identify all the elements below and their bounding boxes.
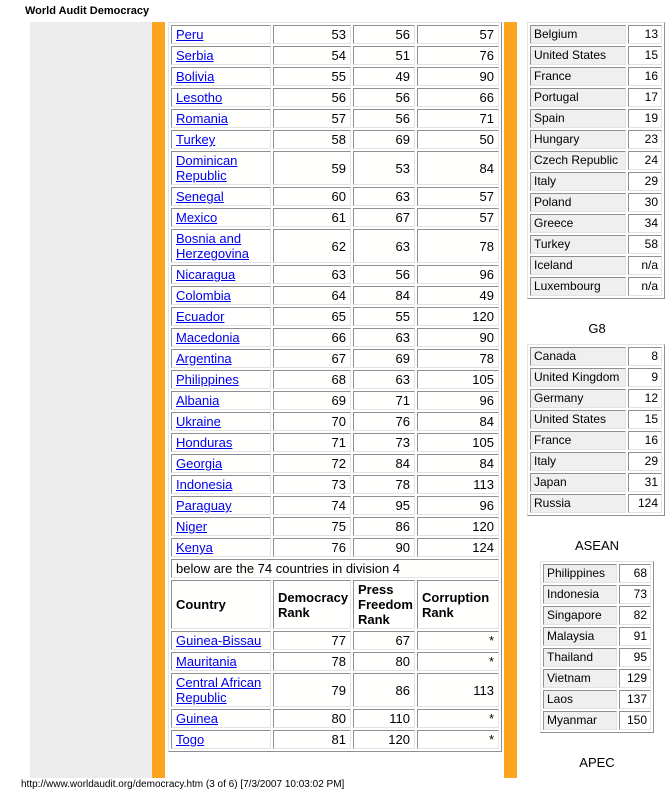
sidebar-row [530,25,662,44]
sidebar-country-cell: France [530,431,626,450]
corruption-rank-cell: 84 [417,151,499,185]
corruption-rank-cell: * [417,730,499,749]
table-row [171,391,499,410]
country-link[interactable]: Indonesia [176,477,233,492]
democracy-rank-cell: 70 [273,412,351,431]
democracy-rank-cell: 59 [273,151,351,185]
democracy-rank-cell: 61 [273,208,351,227]
sidebar-rank-cell: 16 [628,67,662,86]
country-link[interactable]: Guinea [176,711,218,726]
sidebar-row [543,711,651,730]
sidebar-country-cell: United States [530,46,626,65]
democracy-rank-cell: 68 [273,370,351,389]
democracy-rank-cell: 76 [273,538,351,557]
country-cell [171,151,271,185]
left-margin-panel [30,22,152,778]
corruption-rank-cell: 113 [417,673,499,707]
division-note-row [171,559,499,578]
country-link[interactable]: Senegal [176,189,224,204]
sidebar-rank-cell: 8 [628,347,662,366]
press-freedom-rank-cell: 51 [353,46,415,65]
sidebar-rank-cell: 16 [628,431,662,450]
rankings-table [168,22,502,752]
country-link[interactable]: Argentina [176,351,232,366]
sidebar-country-cell: Italy [530,452,626,471]
sidebar-row [530,235,662,254]
table-row [171,328,499,347]
sidebar-country-cell: Vietnam [543,669,617,688]
sidebar-table [527,22,665,299]
democracy-rank-cell: 62 [273,229,351,263]
country-link[interactable]: Kenya [176,540,213,555]
sidebar-row [530,452,662,471]
country-link[interactable]: Nicaragua [176,267,236,282]
sidebar-country-cell: Greece [530,214,626,233]
press-freedom-rank-cell: 56 [353,265,415,284]
sidebar-country-cell: Turkey [530,235,626,254]
table-row [171,631,499,650]
democracy-rank-cell: 63 [273,265,351,284]
press-freedom-rank-cell: 63 [353,229,415,263]
democracy-rank-cell: 65 [273,307,351,326]
sidebar-country-cell: Singapore [543,606,617,625]
democracy-rank-cell: 71 [273,433,351,452]
country-link[interactable]: Mexico [176,210,218,225]
country-cell [171,517,271,536]
corruption-rank-cell: 120 [417,517,499,536]
country-cell [171,538,271,557]
sidebar-country-cell: France [530,67,626,86]
country-cell [171,454,271,473]
press-freedom-rank-cell: 90 [353,538,415,557]
country-link[interactable]: Colombia [176,288,231,303]
corruption-rank-cell: 84 [417,412,499,431]
sidebar-country-cell: Philippines [543,564,617,583]
table-row [171,709,499,728]
sidebar-row [543,564,651,583]
sidebar-rank-cell: 29 [628,452,662,471]
orange-divider-left [152,22,165,778]
table-row [171,412,499,431]
press-freedom-rank-cell: 56 [353,109,415,128]
table-row [171,67,499,86]
country-cell [171,208,271,227]
sidebar-country-cell: Myanmar [543,711,617,730]
corruption-rank-cell: 84 [417,454,499,473]
country-link[interactable]: Georgia [176,456,223,471]
democracy-rank-cell: 57 [273,109,351,128]
country-cell [171,652,271,671]
democracy-rank-cell: 75 [273,517,351,536]
press-freedom-rank-cell: 69 [353,349,415,368]
sidebar-rank-cell: 137 [619,690,651,709]
corruption-rank-cell: 50 [417,130,499,149]
country-link[interactable]: Peru [176,27,204,42]
corruption-rank-cell: 90 [417,67,499,86]
corruption-rank-cell: 90 [417,328,499,347]
table-row [171,130,499,149]
corruption-rank-cell: 96 [417,496,499,515]
orange-divider-right [504,22,517,778]
country-link[interactable]: Niger [176,519,208,534]
table-row [171,307,499,326]
press-freedom-rank-cell: 67 [353,631,415,650]
sidebar-rank-cell: 68 [619,564,651,583]
democracy-rank-cell: 69 [273,391,351,410]
press-freedom-rank-cell: 78 [353,475,415,494]
sidebar-row [530,277,662,296]
column-header-3: Corruption Rank [417,580,499,629]
country-cell [171,109,271,128]
sidebar-country-cell: Italy [530,172,626,191]
corruption-rank-cell: 124 [417,538,499,557]
country-link[interactable]: Dominican Republic [176,153,238,183]
country-link[interactable]: Philippines [176,372,239,387]
press-freedom-rank-cell: 63 [353,370,415,389]
table-row [171,208,499,227]
sidebar-rank-cell: 23 [628,130,662,149]
country-cell [171,496,271,515]
table-row [171,109,499,128]
sidebar-rank-cell: 24 [628,151,662,170]
democracy-rank-cell: 54 [273,46,351,65]
sidebar-heading-apec: APEC [579,755,615,770]
sidebar-country-cell: Poland [530,193,626,212]
country-link[interactable]: Central African Republic [176,675,262,705]
country-cell [171,229,271,263]
democracy-rank-cell: 58 [273,130,351,149]
press-freedom-rank-cell: 110 [353,709,415,728]
sidebar-row [543,648,651,667]
table-row [171,433,499,452]
press-freedom-rank-cell: 63 [353,328,415,347]
sidebar-rank-cell: 73 [619,585,651,604]
table-row [171,151,499,185]
sidebar-rank-cell: 124 [628,494,662,513]
corruption-rank-cell: * [417,652,499,671]
table-row [171,187,499,206]
democracy-rank-cell: 73 [273,475,351,494]
sidebar-row [543,606,651,625]
column-header-0: Country [171,580,271,629]
corruption-rank-cell: * [417,631,499,650]
democracy-rank-cell: 60 [273,187,351,206]
democracy-rank-cell: 72 [273,454,351,473]
sidebar-country-cell: Japan [530,473,626,492]
sidebar-country-cell: Indonesia [543,585,617,604]
press-freedom-rank-cell: 73 [353,433,415,452]
corruption-rank-cell: 105 [417,433,499,452]
sidebar [527,22,667,778]
country-cell [171,730,271,749]
sidebar-row [543,585,651,604]
sidebar-row [530,431,662,450]
democracy-rank-cell: 55 [273,67,351,86]
sidebar-rank-cell: 150 [619,711,651,730]
democracy-rank-cell: 81 [273,730,351,749]
sidebar-country-cell: Malaysia [543,627,617,646]
corruption-rank-cell: 76 [417,46,499,65]
country-link[interactable]: Turkey [176,132,216,147]
sidebar-rank-cell: 29 [628,172,662,191]
sidebar-rank-cell: 15 [628,46,662,65]
content-area [30,22,667,778]
sidebar-row [530,151,662,170]
sidebar-row [530,193,662,212]
sidebar-country-cell: Luxembourg [530,277,626,296]
sidebar-table-asean [540,561,654,733]
country-link[interactable]: Ukraine [176,414,221,429]
press-freedom-rank-cell: 56 [353,25,415,44]
press-freedom-rank-cell: 84 [353,286,415,305]
main-column [168,22,502,778]
sidebar-heading-g8: G8 [588,321,606,336]
sidebar-rank-cell: 19 [628,109,662,128]
press-freedom-rank-cell: 86 [353,673,415,707]
democracy-rank-cell: 78 [273,652,351,671]
country-cell [171,187,271,206]
sidebar-row [530,88,662,107]
country-cell [171,46,271,65]
democracy-rank-cell: 74 [273,496,351,515]
corruption-rank-cell: 120 [417,307,499,326]
corruption-rank-cell: * [417,709,499,728]
corruption-rank-cell: 96 [417,391,499,410]
country-cell [171,433,271,452]
sidebar-row [530,172,662,191]
sidebar-row [530,130,662,149]
press-freedom-rank-cell: 95 [353,496,415,515]
table-row [171,25,499,44]
page-title: World Audit Democracy [25,5,150,17]
sidebar-row [530,410,662,429]
sidebar-rank-cell: 95 [619,648,651,667]
sidebar-row [530,473,662,492]
press-freedom-rank-cell: 80 [353,652,415,671]
table-row [171,538,499,557]
press-freedom-rank-cell: 86 [353,517,415,536]
corruption-rank-cell: 113 [417,475,499,494]
sidebar-row [530,347,662,366]
democracy-rank-cell: 79 [273,673,351,707]
sidebar-heading-asean: ASEAN [574,538,620,553]
country-link[interactable]: Serbia [176,48,214,63]
country-cell [171,673,271,707]
table-row [171,370,499,389]
country-link[interactable]: Romania [176,111,229,126]
footer-url: http://www.worldaudit.org/democracy.htm (3 of 6) [7/3/2007 10:03:02 PM] [21,779,345,790]
table-row [171,229,499,263]
table-row [171,496,499,515]
sidebar-row [530,256,662,275]
country-cell [171,88,271,107]
country-link[interactable]: Paraguay [176,498,232,513]
press-freedom-rank-cell: 84 [353,454,415,473]
democracy-rank-cell: 77 [273,631,351,650]
sidebar-row [543,669,651,688]
corruption-rank-cell: 57 [417,187,499,206]
sidebar-rank-cell: 17 [628,88,662,107]
country-link[interactable]: Honduras [176,435,233,450]
sidebar-row [530,389,662,408]
country-cell [171,391,271,410]
sidebar-rank-cell: n/a [628,256,662,275]
country-cell [171,412,271,431]
corruption-rank-cell: 49 [417,286,499,305]
country-cell [171,286,271,305]
press-freedom-rank-cell: 67 [353,208,415,227]
country-cell [171,328,271,347]
democracy-rank-cell: 80 [273,709,351,728]
sidebar-country-cell: Spain [530,109,626,128]
press-freedom-rank-cell: 63 [353,187,415,206]
sidebar-row [530,46,662,65]
country-link[interactable]: Mauritania [176,654,237,669]
sidebar-rank-cell: 82 [619,606,651,625]
corruption-rank-cell: 105 [417,370,499,389]
country-cell [171,709,271,728]
table-row [171,46,499,65]
sidebar-rank-cell: 9 [628,368,662,387]
sidebar-country-cell: Hungary [530,130,626,149]
press-freedom-rank-cell: 120 [353,730,415,749]
sidebar-row [530,368,662,387]
country-cell [171,307,271,326]
country-link[interactable]: Lesotho [176,90,223,105]
sidebar-rank-cell: 13 [628,25,662,44]
table-row [171,265,499,284]
country-cell [171,265,271,284]
corruption-rank-cell: 57 [417,25,499,44]
country-cell [171,25,271,44]
sidebar-country-cell: United States [530,410,626,429]
sidebar-rank-cell: 15 [628,410,662,429]
press-freedom-rank-cell: 53 [353,151,415,185]
country-link[interactable]: Macedonia [176,330,240,345]
table-row [171,349,499,368]
sidebar-country-cell: Thailand [543,648,617,667]
sidebar-country-cell: Portugal [530,88,626,107]
corruption-rank-cell: 78 [417,229,499,263]
sidebar-country-cell: Laos [543,690,617,709]
sidebar-country-cell: Czech Republic [530,151,626,170]
press-freedom-rank-cell: 55 [353,307,415,326]
press-freedom-rank-cell: 49 [353,67,415,86]
sidebar-table-g8 [527,344,665,516]
democracy-rank-cell: 66 [273,328,351,347]
sidebar-rank-cell: 129 [619,669,651,688]
country-cell [171,67,271,86]
sidebar-country-cell: Canada [530,347,626,366]
country-link[interactable]: Bolivia [176,69,215,84]
table-row [171,88,499,107]
column-header-2: Press Freedom Rank [353,580,415,629]
sidebar-row [530,494,662,513]
table-row [171,673,499,707]
sidebar-rank-cell: 34 [628,214,662,233]
press-freedom-rank-cell: 71 [353,391,415,410]
democracy-rank-cell: 64 [273,286,351,305]
sidebar-country-cell: Belgium [530,25,626,44]
sidebar-country-cell: Iceland [530,256,626,275]
sidebar-row [543,627,651,646]
press-freedom-rank-cell: 76 [353,412,415,431]
democracy-rank-cell: 56 [273,88,351,107]
country-cell [171,631,271,650]
column-header-1: Democracy Rank [273,580,351,629]
table-row [171,454,499,473]
country-cell [171,349,271,368]
country-link[interactable]: Albania [176,393,220,408]
table-row [171,730,499,749]
corruption-rank-cell: 96 [417,265,499,284]
country-link[interactable]: Togo [176,732,205,747]
sidebar-rank-cell: 91 [619,627,651,646]
table-row [171,517,499,536]
press-freedom-rank-cell: 69 [353,130,415,149]
table-row [171,475,499,494]
table-header-row [171,580,499,629]
country-cell [171,130,271,149]
main-table-body [171,25,499,749]
sidebar-country-cell: Germany [530,389,626,408]
corruption-rank-cell: 57 [417,208,499,227]
country-cell [171,370,271,389]
sidebar-rank-cell: 31 [628,473,662,492]
country-cell [171,475,271,494]
division-note: below are the 74 countries in division 4 [171,559,499,578]
democracy-rank-cell: 53 [273,25,351,44]
country-link[interactable]: Guinea-Bissau [176,633,262,648]
sidebar-rank-cell: 58 [628,235,662,254]
country-link[interactable]: Bosnia and Herzegovina [176,231,249,261]
sidebar-rank-cell: 12 [628,389,662,408]
sidebar-rank-cell: n/a [628,277,662,296]
table-row [171,286,499,305]
table-row [171,652,499,671]
democracy-rank-cell: 67 [273,349,351,368]
sidebar-row [530,109,662,128]
corruption-rank-cell: 78 [417,349,499,368]
sidebar-row [543,690,651,709]
corruption-rank-cell: 66 [417,88,499,107]
sidebar-row [530,214,662,233]
sidebar-row [530,67,662,86]
press-freedom-rank-cell: 56 [353,88,415,107]
sidebar-country-cell: United Kingdom [530,368,626,387]
sidebar-rank-cell: 30 [628,193,662,212]
country-link[interactable]: Ecuador [176,309,225,324]
corruption-rank-cell: 71 [417,109,499,128]
sidebar-country-cell: Russia [530,494,626,513]
